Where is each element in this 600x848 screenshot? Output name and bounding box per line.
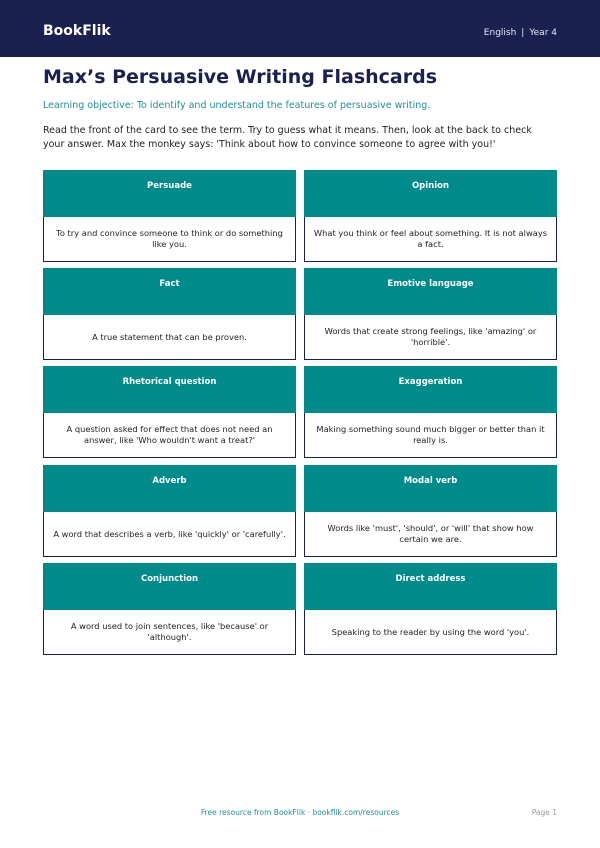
flashcard-definition: Speaking to the reader by using the word 'you'.: [304, 610, 557, 655]
flashcard-term: Emotive language: [304, 268, 557, 315]
flashcard-definition: Words that create strong feelings, like 'amazing' or 'horrible'.: [304, 315, 557, 360]
flashcard[interactable]: [43, 170, 296, 262]
year-label: Year 4: [529, 28, 557, 38]
flashcard[interactable]: [304, 563, 557, 655]
flashcard[interactable]: [304, 366, 557, 458]
flashcard-term: Exaggeration: [304, 366, 557, 413]
flashcard-term: Fact: [43, 268, 296, 315]
flashcard-term: Direct address: [304, 563, 557, 610]
page-number: Page 1: [531, 808, 557, 817]
flashcard-term: Modal verb: [304, 465, 557, 512]
learning-objective: Learning objective: To identify and understand the features of persuasive writing.: [43, 100, 431, 111]
flashcard-term: Persuade: [43, 170, 296, 217]
meta-separator: |: [521, 28, 525, 38]
flashcard-definition: A question asked for effect that does not need an answer, like 'Who wouldn't want a treat?': [43, 413, 296, 458]
flashcard-definition: A true statement that can be proven.: [43, 315, 296, 360]
flashcard-definition: A word used to join sentences, like 'because' or 'although'.: [43, 610, 296, 655]
brand-logo[interactable]: BookFlik: [43, 23, 111, 39]
flashcard-definition: A word that describes a verb, like 'quickly' or 'carefully'.: [43, 512, 296, 557]
flashcard[interactable]: [43, 563, 296, 655]
flashcard-definition: To try and convince someone to think or do something like you.: [43, 217, 296, 262]
footer-credit-link[interactable]: Free resource from BookFlik · bookflik.com/resources: [200, 808, 400, 817]
flashcard[interactable]: [304, 268, 557, 360]
flashcard-definition: Making something sound much bigger or better than it really is.: [304, 413, 557, 458]
flashcard[interactable]: [43, 366, 296, 458]
subject-label: English: [483, 28, 517, 38]
flashcard[interactable]: [304, 465, 557, 557]
flashcard[interactable]: [43, 465, 296, 557]
flashcard[interactable]: [304, 170, 557, 262]
flashcard-definition: What you think or feel about something. It is not always a fact.: [304, 217, 557, 262]
flashcard[interactable]: [43, 268, 296, 360]
flashcard-term: Conjunction: [43, 563, 296, 610]
flashcard-definition: Words like 'must', 'should', or 'will' that show how certain we are.: [304, 512, 557, 557]
flashcard-term: Opinion: [304, 170, 557, 217]
flashcard-term: Adverb: [43, 465, 296, 512]
instructions-text: Read the front of the card to see the term. Try to guess what it means. Then, look at the back to check your answer. Max the monkey says: 'Think about how to convince someone to agree with you!': [43, 125, 532, 150]
subject-year-meta: [484, 28, 557, 38]
page-title: Max’s Persuasive Writing Flashcards: [43, 66, 438, 88]
page-header: [0, 0, 600, 57]
flashcard-term: Rhetorical question: [43, 366, 296, 413]
